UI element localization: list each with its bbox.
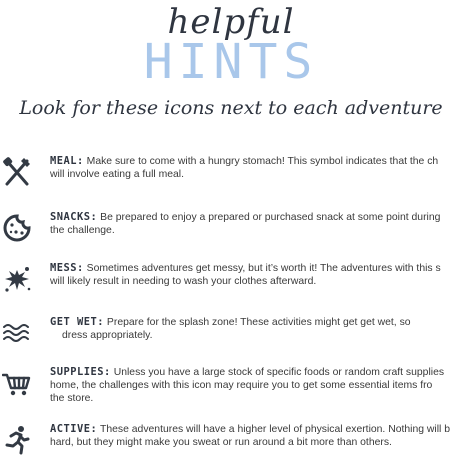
hint-text (50, 155, 462, 181)
hint-desc-line: Be prepared to enjoy a prepared or purchased snack at some point during (97, 212, 441, 223)
hint-desc-line: Sometimes adventures get messy, but it’s worth it! The adventures with this s (83, 263, 441, 274)
hint-text (50, 423, 462, 449)
hint-desc-line: home, the challenges with this icon may require you to get some essential items fro (50, 380, 433, 391)
hint-label: GET WET: (50, 316, 105, 328)
runner-icon (2, 425, 32, 455)
hint-text (50, 366, 462, 405)
hint-meal (0, 155, 462, 195)
hint-label: SUPPLIES: (50, 366, 111, 378)
hint-label: MEAL: (50, 155, 84, 167)
script-title: helpful (167, 2, 295, 42)
hint-desc-line: Unless you have a large stock of specific foods or random craft supplies (110, 367, 445, 378)
splat-icon (2, 264, 32, 294)
hint-snacks (0, 211, 462, 251)
hint-mess (0, 262, 462, 302)
hint-text (50, 316, 462, 342)
hint-label: MESS: (50, 262, 84, 274)
hint-desc-line: will likely result in needing to wash your clothes afterward. (50, 276, 317, 287)
cookie-icon (2, 213, 32, 243)
hint-label: ACTIVE: (50, 423, 98, 435)
hint-get-wet (0, 316, 462, 356)
hint-desc-line: These adventures will have a higher level of physical exertion. Nothing will b (97, 424, 451, 435)
hint-supplies (0, 366, 462, 406)
hint-desc-line: Make sure to come with a hungry stomach! This symbol indicates that the ch (83, 156, 439, 167)
hint-text (50, 211, 462, 237)
fork-knife-icon (2, 157, 32, 187)
hint-label: SNACKS: (50, 211, 98, 223)
hint-desc-line: will involve eating a full meal. (50, 169, 184, 180)
hint-desc-line: hard, but they might make you sweat or run around a bit more than others. (50, 437, 392, 448)
hint-text (50, 262, 462, 288)
hint-desc-line: dress appropriately. (62, 330, 153, 341)
hint-active (0, 423, 462, 463)
subtitle: Look for these icons next to each adventure (19, 97, 443, 119)
block-title: HINTS (143, 34, 319, 90)
hint-desc-line: the store. (50, 393, 94, 404)
waves-icon (2, 318, 32, 348)
hint-desc-line: Prepare for the splash zone! These activities might get get wet, so (104, 317, 411, 328)
hint-desc-line: the challenge. (50, 225, 115, 236)
shopping-cart-icon (2, 368, 32, 398)
